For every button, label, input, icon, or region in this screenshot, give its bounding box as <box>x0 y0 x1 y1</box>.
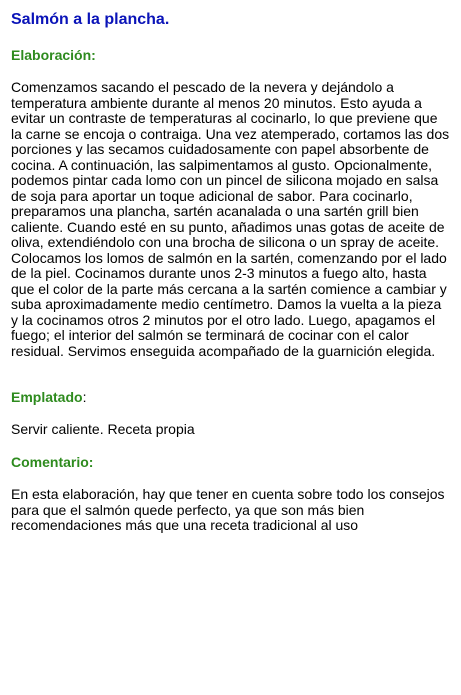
elaboracion-text: Comenzamos sacando el pescado de la nevera y dejándolo a temperatura ambiente durante al menos 20 minutos. Esto ayuda a evitar un contraste de temperaturas al cocinarlo, lo que previene que la carne se encoja o contraiga. Una vez atemperado, cortamos las dos porciones y las secamos cuidadosamente con papel absorbente de cocina. A continuación, las salpimentamos al gusto. Opcionalmente, podemos pintar cada lomo con un pincel de silicona mojado en salsa de soja para aportar un toque adicional de sabor. Para cocinarlo, preparamos una plancha, sartén acanalada o una sartén grill bien caliente. Cuando esté en su punto, añadimos unas gotas de aceite de oliva, extendiéndolo con una brocha de silicona o un spray de aceite. Colocamos los lomos de salmón en la sartén, comenzando por el lado de la piel. Cocinamos durante unos 2-3 minutos a fuego alto, hasta que el color de la parte más cercana a la sartén comience a cambiar y suba aproximadamente medio centímetro. Damos la vuelta a la pieza y la cocinamos otros 2 minutos por el otro lado. Luego, apagamos el fuego; el interior del salmón se terminará de cocinar con el calor residual. Servimos enseguida acompañado de la guarnición elegida. <box>11 79 450 359</box>
emplatado-colon: : <box>82 389 87 405</box>
emplatado-heading-container <box>11 389 86 406</box>
recipe-title: Salmón a la plancha. <box>11 11 170 28</box>
comentario-heading: Comentario: <box>11 454 94 470</box>
emplatado-text: Servir caliente. Receta propia <box>11 421 195 437</box>
emplatado-heading: Emplatado <box>11 389 83 405</box>
title-container <box>11 10 169 30</box>
elaboracion-heading: Elaboración: <box>11 47 96 63</box>
comentario-text: En esta elaboración, hay que tener en cuenta sobre todo los consejos para que el salmón quede perfecto, ya que son más bien recomendaciones más que una receta tradicional al uso <box>11 486 445 533</box>
